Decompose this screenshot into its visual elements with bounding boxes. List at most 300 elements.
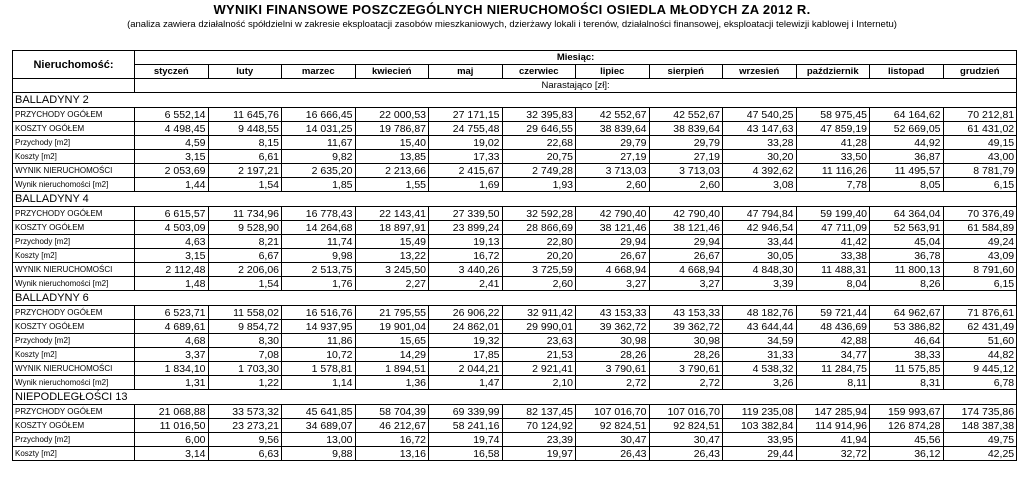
value-cell: 4 848,30 xyxy=(723,263,797,277)
value-cell: 42 790,40 xyxy=(576,207,650,221)
value-cell: 70 212,81 xyxy=(943,108,1017,122)
value-cell: 30,47 xyxy=(649,433,723,447)
value-cell: 39 362,72 xyxy=(576,320,650,334)
value-cell: 16,72 xyxy=(429,249,503,263)
value-cell: 148 387,38 xyxy=(943,419,1017,433)
value-cell: 8,21 xyxy=(208,235,282,249)
value-cell: 92 824,51 xyxy=(576,419,650,433)
value-cell: 1,54 xyxy=(208,277,282,291)
value-cell: 36,12 xyxy=(870,447,944,461)
month-header: październik xyxy=(796,65,870,79)
row-label: Przychody [m2] xyxy=(13,136,135,150)
section-header-row xyxy=(13,390,1017,405)
value-cell: 1,93 xyxy=(502,178,576,192)
value-cell: 7,78 xyxy=(796,178,870,192)
value-cell: 16,58 xyxy=(429,447,503,461)
month-header: lipiec xyxy=(576,65,650,79)
report-subtitle: (analiza zawiera działalność spółdzielni w zakresie eksploatacji zasobów mieszkaniowych, dzierżawy lokali i terenów, działalności finansowej, eksploatacji telewizji kablowej i Internetu) xyxy=(127,19,897,30)
table-row xyxy=(13,376,1017,390)
value-cell: 2 112,48 xyxy=(135,263,209,277)
value-cell: 26,43 xyxy=(576,447,650,461)
header-spacer xyxy=(13,79,135,93)
value-cell: 32 911,42 xyxy=(502,306,576,320)
value-cell: 6,15 xyxy=(943,178,1017,192)
value-cell: 22 000,53 xyxy=(355,108,429,122)
value-cell: 11 116,26 xyxy=(796,164,870,178)
value-cell: 16 666,45 xyxy=(282,108,356,122)
value-cell: 43,09 xyxy=(943,249,1017,263)
value-cell: 2 044,21 xyxy=(429,362,503,376)
value-cell: 8 781,79 xyxy=(943,164,1017,178)
value-cell: 49,15 xyxy=(943,136,1017,150)
table-row xyxy=(13,263,1017,277)
value-cell: 3,08 xyxy=(723,178,797,192)
value-cell: 14 937,95 xyxy=(282,320,356,334)
value-cell: 15,65 xyxy=(355,334,429,348)
value-cell: 38 839,64 xyxy=(576,122,650,136)
value-cell: 11,86 xyxy=(282,334,356,348)
value-cell: 8,31 xyxy=(870,376,944,390)
value-cell: 28,26 xyxy=(649,348,723,362)
value-cell: 26 906,22 xyxy=(429,306,503,320)
section-header-row xyxy=(13,93,1017,108)
value-cell: 19,13 xyxy=(429,235,503,249)
value-cell: 44,82 xyxy=(943,348,1017,362)
value-cell: 1,44 xyxy=(135,178,209,192)
table-row xyxy=(13,334,1017,348)
value-cell: 43 153,33 xyxy=(576,306,650,320)
value-cell: 61 431,02 xyxy=(943,122,1017,136)
value-cell: 13,22 xyxy=(355,249,429,263)
value-cell: 92 824,51 xyxy=(649,419,723,433)
value-cell: 6,15 xyxy=(943,277,1017,291)
table-row xyxy=(13,164,1017,178)
value-cell: 33 573,32 xyxy=(208,405,282,419)
value-cell: 19,02 xyxy=(429,136,503,150)
value-cell: 3 725,59 xyxy=(502,263,576,277)
row-label: KOSZTY OGÓŁEM xyxy=(13,320,135,334)
value-cell: 23,63 xyxy=(502,334,576,348)
value-cell: 1 894,51 xyxy=(355,362,429,376)
value-cell: 45 641,85 xyxy=(282,405,356,419)
value-cell: 3,26 xyxy=(723,376,797,390)
value-cell: 22 143,41 xyxy=(355,207,429,221)
value-cell: 6,67 xyxy=(208,249,282,263)
value-cell: 30,05 xyxy=(723,249,797,263)
value-cell: 8 791,60 xyxy=(943,263,1017,277)
table-row xyxy=(13,320,1017,334)
value-cell: 47 711,09 xyxy=(796,221,870,235)
value-cell: 1,76 xyxy=(282,277,356,291)
value-cell: 33,44 xyxy=(723,235,797,249)
value-cell: 70 376,49 xyxy=(943,207,1017,221)
value-cell: 22,68 xyxy=(502,136,576,150)
value-cell: 9 528,90 xyxy=(208,221,282,235)
value-cell: 3,15 xyxy=(135,249,209,263)
value-cell: 24 755,48 xyxy=(429,122,503,136)
row-label: Przychody [m2] xyxy=(13,433,135,447)
value-cell: 1 703,30 xyxy=(208,362,282,376)
value-cell: 26,43 xyxy=(649,447,723,461)
value-cell: 64 364,04 xyxy=(870,207,944,221)
value-cell: 17,33 xyxy=(429,150,503,164)
value-cell: 107 016,70 xyxy=(649,405,723,419)
value-cell: 1,22 xyxy=(208,376,282,390)
value-cell: 3 440,26 xyxy=(429,263,503,277)
value-cell: 1,14 xyxy=(282,376,356,390)
value-cell: 34,77 xyxy=(796,348,870,362)
value-cell: 20,20 xyxy=(502,249,576,263)
value-cell: 39 362,72 xyxy=(649,320,723,334)
value-cell: 4 538,32 xyxy=(723,362,797,376)
value-cell: 70 124,92 xyxy=(502,419,576,433)
value-cell: 58 704,39 xyxy=(355,405,429,419)
value-cell: 15,49 xyxy=(355,235,429,249)
value-cell: 62 431,49 xyxy=(943,320,1017,334)
value-cell: 9 448,55 xyxy=(208,122,282,136)
row-label: Przychody [m2] xyxy=(13,235,135,249)
section-header-row xyxy=(13,291,1017,306)
value-cell: 19 901,04 xyxy=(355,320,429,334)
value-cell: 9,82 xyxy=(282,150,356,164)
value-cell: 28,26 xyxy=(576,348,650,362)
value-cell: 52 669,05 xyxy=(870,122,944,136)
value-cell: 6,00 xyxy=(135,433,209,447)
value-cell: 8,26 xyxy=(870,277,944,291)
value-cell: 2,72 xyxy=(576,376,650,390)
value-cell: 2 513,75 xyxy=(282,263,356,277)
value-cell: 1 834,10 xyxy=(135,362,209,376)
value-cell: 30,20 xyxy=(723,150,797,164)
value-cell: 6 615,57 xyxy=(135,207,209,221)
value-cell: 8,11 xyxy=(796,376,870,390)
value-cell: 19,74 xyxy=(429,433,503,447)
table-row xyxy=(13,306,1017,320)
value-cell: 33,95 xyxy=(723,433,797,447)
value-cell: 38 121,46 xyxy=(649,221,723,235)
value-cell: 13,00 xyxy=(282,433,356,447)
value-cell: 19 786,87 xyxy=(355,122,429,136)
value-cell: 1,31 xyxy=(135,376,209,390)
value-cell: 36,78 xyxy=(870,249,944,263)
row-label: Koszty [m2] xyxy=(13,447,135,461)
value-cell: 42 552,67 xyxy=(576,108,650,122)
value-cell: 2,10 xyxy=(502,376,576,390)
table-row xyxy=(13,122,1017,136)
report-title: WYNIKI FINANSOWE POSZCZEGÓLNYCH NIERUCHOMOŚCI OSIEDLA MŁODYCH ZA 2012 R. xyxy=(213,2,811,17)
value-cell: 49,24 xyxy=(943,235,1017,249)
value-cell: 2,27 xyxy=(355,277,429,291)
value-cell: 48 182,76 xyxy=(723,306,797,320)
value-cell: 6,63 xyxy=(208,447,282,461)
value-cell: 30,98 xyxy=(649,334,723,348)
section-name: BALLADYNY 6 xyxy=(13,291,135,306)
row-label: Koszty [m2] xyxy=(13,249,135,263)
value-cell: 21,53 xyxy=(502,348,576,362)
value-cell: 114 914,96 xyxy=(796,419,870,433)
value-cell: 4 668,94 xyxy=(576,263,650,277)
value-cell: 9,56 xyxy=(208,433,282,447)
value-cell: 41,28 xyxy=(796,136,870,150)
value-cell: 11 800,13 xyxy=(870,263,944,277)
value-cell: 11 734,96 xyxy=(208,207,282,221)
month-header: listopad xyxy=(870,65,944,79)
value-cell: 43 153,33 xyxy=(649,306,723,320)
value-cell: 64 962,67 xyxy=(870,306,944,320)
value-cell: 38 839,64 xyxy=(649,122,723,136)
value-cell: 11,67 xyxy=(282,136,356,150)
value-cell: 32 395,83 xyxy=(502,108,576,122)
row-label: WYNIK NIERUCHOMOŚCI xyxy=(13,164,135,178)
month-header: grudzień xyxy=(943,65,1017,79)
value-cell: 52 563,91 xyxy=(870,221,944,235)
table-row xyxy=(13,362,1017,376)
value-cell: 6 552,14 xyxy=(135,108,209,122)
month-header: sierpień xyxy=(649,65,723,79)
value-cell: 13,85 xyxy=(355,150,429,164)
value-cell: 103 382,84 xyxy=(723,419,797,433)
month-header: styczeń xyxy=(135,65,209,79)
value-cell: 1,69 xyxy=(429,178,503,192)
value-cell: 29 646,55 xyxy=(502,122,576,136)
value-cell: 4,68 xyxy=(135,334,209,348)
row-label: PRZYCHODY OGÓŁEM xyxy=(13,405,135,419)
row-label: KOSZTY OGÓŁEM xyxy=(13,221,135,235)
row-label: KOSZTY OGÓŁEM xyxy=(13,419,135,433)
value-cell: 23 899,24 xyxy=(429,221,503,235)
value-cell: 8,05 xyxy=(870,178,944,192)
value-cell: 147 285,94 xyxy=(796,405,870,419)
row-label: PRZYCHODY OGÓŁEM xyxy=(13,207,135,221)
value-cell: 45,56 xyxy=(870,433,944,447)
section-name: BALLADYNY 2 xyxy=(13,93,135,108)
value-cell: 21 068,88 xyxy=(135,405,209,419)
value-cell: 30,47 xyxy=(576,433,650,447)
value-cell: 2 213,66 xyxy=(355,164,429,178)
section-spacer xyxy=(135,93,1017,108)
value-cell: 9,88 xyxy=(282,447,356,461)
table-row xyxy=(13,178,1017,192)
value-cell: 42,25 xyxy=(943,447,1017,461)
value-cell: 29 990,01 xyxy=(502,320,576,334)
value-cell: 23 273,21 xyxy=(208,419,282,433)
value-cell: 2 635,20 xyxy=(282,164,356,178)
value-cell: 4 498,45 xyxy=(135,122,209,136)
value-cell: 16,72 xyxy=(355,433,429,447)
row-label: WYNIK NIERUCHOMOŚCI xyxy=(13,263,135,277)
value-cell: 29,44 xyxy=(723,447,797,461)
row-label: Wynik nieruchomości [m2] xyxy=(13,376,135,390)
value-cell: 42,88 xyxy=(796,334,870,348)
value-cell: 2 206,06 xyxy=(208,263,282,277)
value-cell: 27,19 xyxy=(576,150,650,164)
section-name: BALLADYNY 4 xyxy=(13,192,135,207)
row-label: Wynik nieruchomości [m2] xyxy=(13,277,135,291)
value-cell: 6 523,71 xyxy=(135,306,209,320)
value-cell: 24 862,01 xyxy=(429,320,503,334)
value-cell: 20,75 xyxy=(502,150,576,164)
value-cell: 42 552,67 xyxy=(649,108,723,122)
value-cell: 107 016,70 xyxy=(576,405,650,419)
value-cell: 3 713,03 xyxy=(649,164,723,178)
value-cell: 4,63 xyxy=(135,235,209,249)
section-spacer xyxy=(135,390,1017,405)
value-cell: 9,98 xyxy=(282,249,356,263)
value-cell: 2,72 xyxy=(649,376,723,390)
value-cell: 2,60 xyxy=(502,277,576,291)
value-cell: 7,08 xyxy=(208,348,282,362)
value-cell: 46,64 xyxy=(870,334,944,348)
table-row xyxy=(13,249,1017,263)
value-cell: 38,33 xyxy=(870,348,944,362)
value-cell: 16 516,76 xyxy=(282,306,356,320)
table-row xyxy=(13,419,1017,433)
value-cell: 45,04 xyxy=(870,235,944,249)
value-cell: 59 721,44 xyxy=(796,306,870,320)
value-cell: 8,30 xyxy=(208,334,282,348)
value-cell: 2 749,28 xyxy=(502,164,576,178)
value-cell: 32 592,28 xyxy=(502,207,576,221)
value-cell: 11 558,02 xyxy=(208,306,282,320)
value-cell: 13,16 xyxy=(355,447,429,461)
value-cell: 26,67 xyxy=(576,249,650,263)
value-cell: 47 859,19 xyxy=(796,122,870,136)
financial-results-table xyxy=(12,50,1017,461)
section-spacer xyxy=(135,192,1017,207)
table-row xyxy=(13,150,1017,164)
table-row xyxy=(13,447,1017,461)
value-cell: 1,85 xyxy=(282,178,356,192)
value-cell: 2,60 xyxy=(649,178,723,192)
value-cell: 4 689,61 xyxy=(135,320,209,334)
value-cell: 33,50 xyxy=(796,150,870,164)
value-cell: 16 778,43 xyxy=(282,207,356,221)
value-cell: 126 874,28 xyxy=(870,419,944,433)
month-header: wrzesień xyxy=(723,65,797,79)
table-row xyxy=(13,235,1017,249)
value-cell: 159 993,67 xyxy=(870,405,944,419)
value-cell: 64 164,62 xyxy=(870,108,944,122)
value-cell: 3,37 xyxy=(135,348,209,362)
value-cell: 29,94 xyxy=(649,235,723,249)
value-cell: 27 171,15 xyxy=(429,108,503,122)
value-cell: 14,29 xyxy=(355,348,429,362)
value-cell: 4 668,94 xyxy=(649,263,723,277)
table-row xyxy=(13,277,1017,291)
value-cell: 3 245,50 xyxy=(355,263,429,277)
value-cell: 27 339,50 xyxy=(429,207,503,221)
value-cell: 1,54 xyxy=(208,178,282,192)
value-cell: 29,79 xyxy=(576,136,650,150)
row-label: Koszty [m2] xyxy=(13,348,135,362)
month-header: luty xyxy=(208,65,282,79)
value-cell: 9 445,12 xyxy=(943,362,1017,376)
value-cell: 30,98 xyxy=(576,334,650,348)
value-cell: 3 713,03 xyxy=(576,164,650,178)
value-cell: 11 575,85 xyxy=(870,362,944,376)
value-cell: 41,42 xyxy=(796,235,870,249)
value-cell: 42 946,54 xyxy=(723,221,797,235)
value-cell: 69 339,99 xyxy=(429,405,503,419)
value-cell: 61 584,89 xyxy=(943,221,1017,235)
value-cell: 15,40 xyxy=(355,136,429,150)
value-cell: 11 016,50 xyxy=(135,419,209,433)
value-cell: 3,27 xyxy=(576,277,650,291)
value-cell: 29,94 xyxy=(576,235,650,249)
value-cell: 19,97 xyxy=(502,447,576,461)
value-cell: 10,72 xyxy=(282,348,356,362)
value-cell: 59 199,40 xyxy=(796,207,870,221)
value-cell: 4 392,62 xyxy=(723,164,797,178)
value-cell: 47 540,25 xyxy=(723,108,797,122)
value-cell: 71 876,61 xyxy=(943,306,1017,320)
row-label: Przychody [m2] xyxy=(13,334,135,348)
value-cell: 11,74 xyxy=(282,235,356,249)
value-cell: 8,15 xyxy=(208,136,282,150)
value-cell: 2 197,21 xyxy=(208,164,282,178)
value-cell: 2 053,69 xyxy=(135,164,209,178)
value-cell: 4 503,09 xyxy=(135,221,209,235)
row-label: Koszty [m2] xyxy=(13,150,135,164)
property-column-header: Nieruchomość: xyxy=(13,51,135,79)
value-cell: 44,92 xyxy=(870,136,944,150)
month-header: czerwiec xyxy=(502,65,576,79)
value-cell: 2,60 xyxy=(576,178,650,192)
value-cell: 11 284,75 xyxy=(796,362,870,376)
value-cell: 58 241,16 xyxy=(429,419,503,433)
table-row xyxy=(13,108,1017,122)
row-label: PRZYCHODY OGÓŁEM xyxy=(13,306,135,320)
value-cell: 51,60 xyxy=(943,334,1017,348)
value-cell: 18 897,91 xyxy=(355,221,429,235)
table-row xyxy=(13,207,1017,221)
value-cell: 34 689,07 xyxy=(282,419,356,433)
value-cell: 3,27 xyxy=(649,277,723,291)
row-label: WYNIK NIERUCHOMOŚCI xyxy=(13,362,135,376)
value-cell: 29,79 xyxy=(649,136,723,150)
value-cell: 119 235,08 xyxy=(723,405,797,419)
value-cell: 1,47 xyxy=(429,376,503,390)
value-cell: 58 975,45 xyxy=(796,108,870,122)
value-cell: 31,33 xyxy=(723,348,797,362)
cumulative-header: Narastająco [zł]: xyxy=(135,79,1017,93)
value-cell: 1,48 xyxy=(135,277,209,291)
value-cell: 9 854,72 xyxy=(208,320,282,334)
table-row xyxy=(13,136,1017,150)
value-cell: 48 436,69 xyxy=(796,320,870,334)
value-cell: 53 386,82 xyxy=(870,320,944,334)
value-cell: 38 121,46 xyxy=(576,221,650,235)
value-cell: 1 578,81 xyxy=(282,362,356,376)
value-cell: 14 031,25 xyxy=(282,122,356,136)
value-cell: 47 794,84 xyxy=(723,207,797,221)
value-cell: 1,36 xyxy=(355,376,429,390)
value-cell: 2 415,67 xyxy=(429,164,503,178)
value-cell: 43 644,44 xyxy=(723,320,797,334)
value-cell: 1,55 xyxy=(355,178,429,192)
value-cell: 34,59 xyxy=(723,334,797,348)
value-cell: 3 790,61 xyxy=(649,362,723,376)
value-cell: 21 795,55 xyxy=(355,306,429,320)
value-cell: 33,38 xyxy=(796,249,870,263)
value-cell: 14 264,68 xyxy=(282,221,356,235)
value-cell: 2,41 xyxy=(429,277,503,291)
value-cell: 8,04 xyxy=(796,277,870,291)
value-cell: 3,14 xyxy=(135,447,209,461)
section-name: NIEPODLEGŁOŚCI 13 xyxy=(13,390,135,405)
value-cell: 43,00 xyxy=(943,150,1017,164)
table-row xyxy=(13,348,1017,362)
